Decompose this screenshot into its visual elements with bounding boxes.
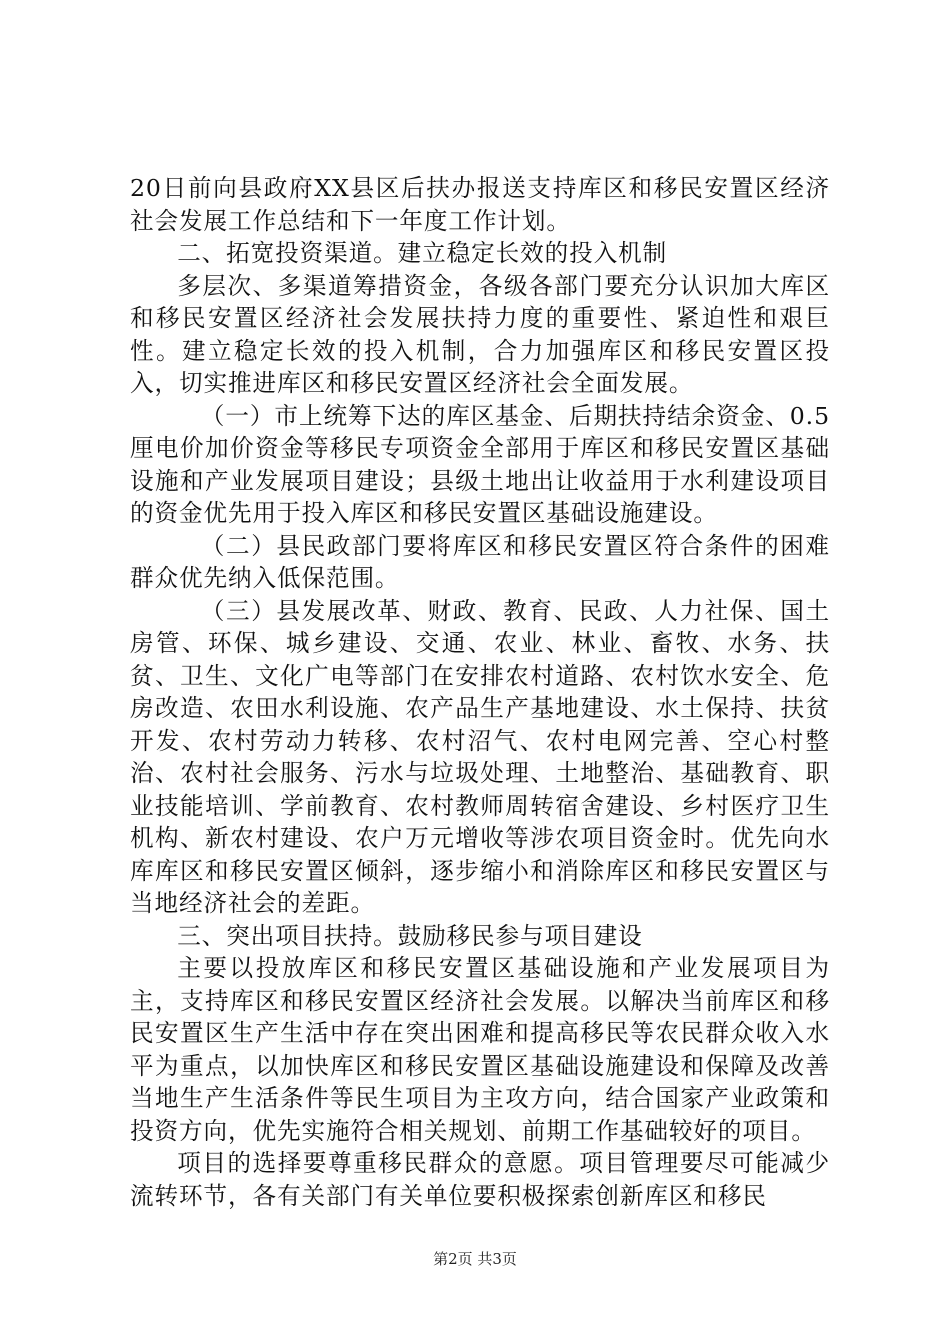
paragraph-report-deadline: 20日前向县政府XX县区后扶办报送支持库区和移民安置区经济社会发展工作总结和下一年度工作计划。 bbox=[130, 174, 830, 235]
document-body bbox=[130, 172, 830, 1212]
paragraph-project-selection: 项目的选择要尊重移民群众的意愿。项目管理要尽可能减少流转环节，各有关部门有关单位要积极探索创新库区和移民 bbox=[130, 1149, 830, 1210]
paragraph-fund-raising: 多层次、多渠道筹措资金，各级各部门要充分认识加大库区和移民安置区经济社会发展扶持力度的重要性、紧迫性和艰巨性。建立稳定长效的投入机制，合力加强库区和移民安置区投入，切实推进库区和移民安置区经济社会全面发展。 bbox=[130, 271, 830, 397]
paragraph-item-three: （三）县发展改革、财政、教育、民政、人力社保、国土房管、环保、城乡建设、交通、农业、林业、畜牧、水务、扶贫、卫生、文化广电等部门在安排农村道路、农村饮水安全、危房改造、农田水利设施、农产品生产基地建设、水土保持、扶贫开发、农村劳动力转移、农村沼气、农村电网完善、空心村整治、农村社会服务、污水与垃圾处理、土地整治、基础教育、职业技能培训、学前教育、农村教师周转宿舍建设、乡村医疗卫生机构、新农村建设、农户万元增收等涉农项目资金时。优先向水库库区和移民安置区倾斜，逐步缩小和消除库区和移民安置区与当地经济社会的差距。 bbox=[130, 596, 830, 917]
paragraph-item-one: （一）市上统筹下达的库区基金、后期扶持结余资金、0.5厘电价加价资金等移民专项资金全部用于库区和移民安置区基础设施和产业发展项目建设；县级土地出让收益用于水利建设项目的资金优先用于投入库区和移民安置区基础设施建设。 bbox=[130, 401, 830, 527]
section-heading-project-support: 三、突出项目扶持。鼓励移民参与项目建设 bbox=[177, 921, 643, 950]
page-number-footer: 第2页 共3页 bbox=[433, 1250, 517, 1268]
section-heading-investment-channels: 二、拓宽投资渠道。建立稳定长效的投入机制 bbox=[177, 239, 668, 267]
paragraph-project-focus: 主要以投放库区和移民安置区基础设施和产业发展项目为主，支持库区和移民安置区经济社会发展。以解决当前库区和移民安置区生产生活中存在突出困难和提高移民等农民群众收入水平为重点，以加快库区和移民安置区基础设施建设和保障及改善当地生产生活条件等民生项目为主攻方向，结合国家产业政策和投资方向，优先实施符合相关规划、前期工作基础较好的项目。 bbox=[130, 954, 830, 1145]
paragraph-item-two: （二）县民政部门要将库区和移民安置区符合条件的困难群众优先纳入低保范围。 bbox=[130, 531, 830, 592]
